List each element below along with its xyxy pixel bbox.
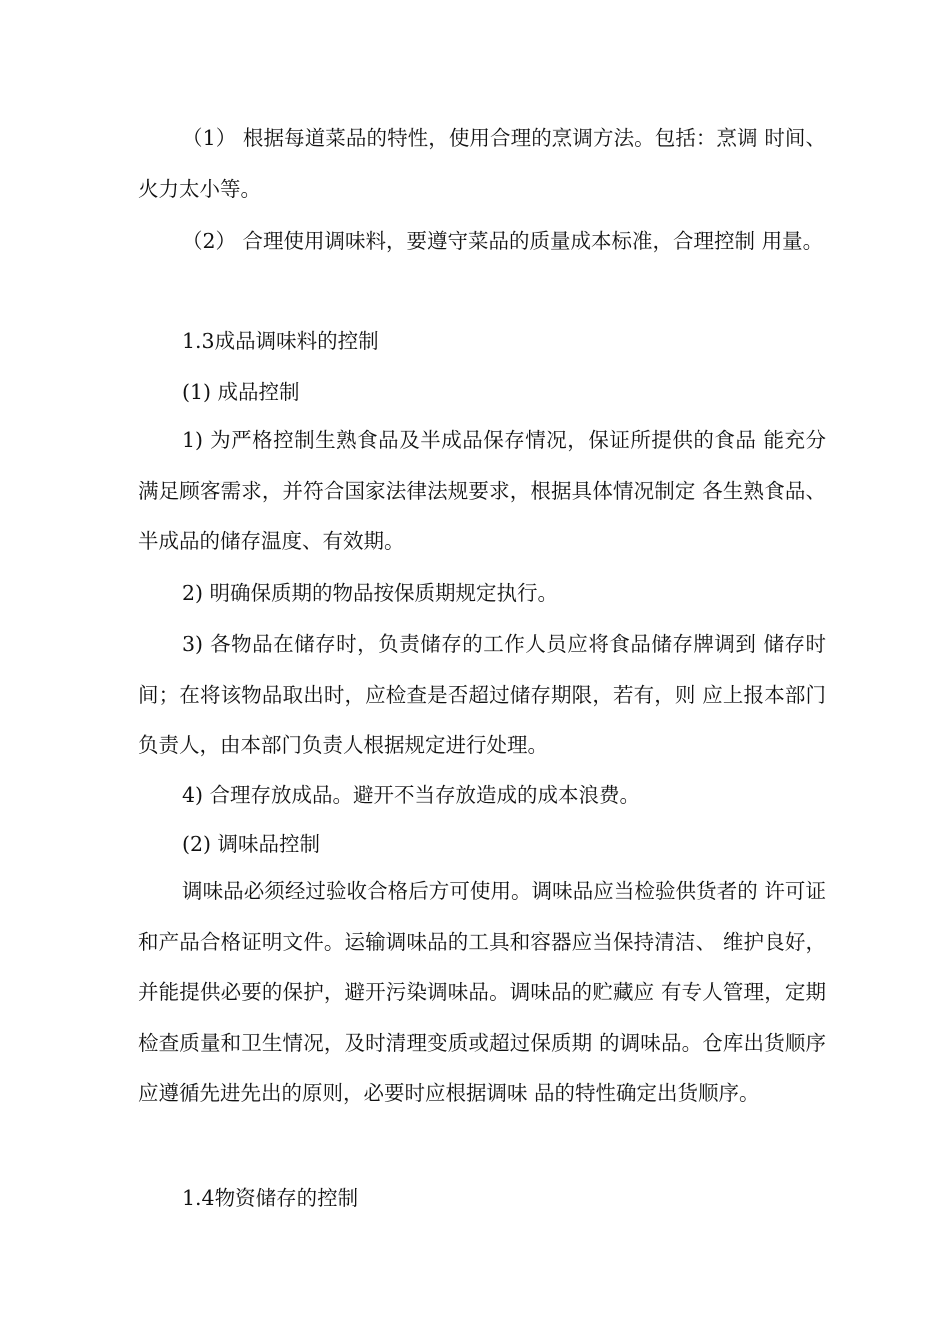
subheading-seasoning-control: (2) 调味品控制 — [182, 832, 321, 856]
paragraph-cooking-method: （1） 根据每道菜品的特性，使用合理的烹调方法。包括：烹调 时间、火力太小等。 — [138, 126, 826, 201]
list-item-4: 4) 合理存放成品。避开不当存放造成的成本浪费。 — [182, 783, 641, 807]
section-heading-1-4: 1.4物资储存的控制 — [182, 1186, 359, 1210]
section-heading-1-3: 1.3成品调味料的控制 — [182, 329, 379, 353]
list-item-3: 3) 各物品在储存时，负责储存的工作人员应将食品储存牌调到 储存时间；在将该物品取出时，应检查是否超过储存期限，若有，则 应上报本部门负责人，由本部门负责人根据规定进行处理。 — [138, 632, 826, 757]
paragraph-seasoning-usage: （2） 合理使用调味料，要遵守菜品的质量成本标准，合理控制 用量。 — [182, 229, 824, 253]
subheading-finished-product-control: (1) 成品控制 — [182, 380, 300, 404]
paragraph-seasoning-control-body: 调味品必须经过验收合格后方可使用。调味品应当检验供货者的 许可证和产品合格证明文件。运输调味品的工具和容器应当保持清洁、 维护良好，并能提供必要的保护，避开污染调味品。调味品的贮藏应 有专人管理，定期检查质量和卫生情况，及时清理变质或超过保质期 的调味品。仓库出货顺序应遵循先进先出的原则，必要时应根据调味 品的特性确定出货顺序。 — [138, 879, 826, 1105]
list-item-2: 2) 明确保质期的物品按保质期规定执行。 — [182, 581, 559, 605]
list-item-1: 1) 为严格控制生熟食品及半成品保存情况，保证所提供的食品 能充分满足顾客需求，并符合国家法律法规要求，根据具体情况制定 各生熟食品、半成品的储存温度、有效期。 — [138, 428, 826, 553]
